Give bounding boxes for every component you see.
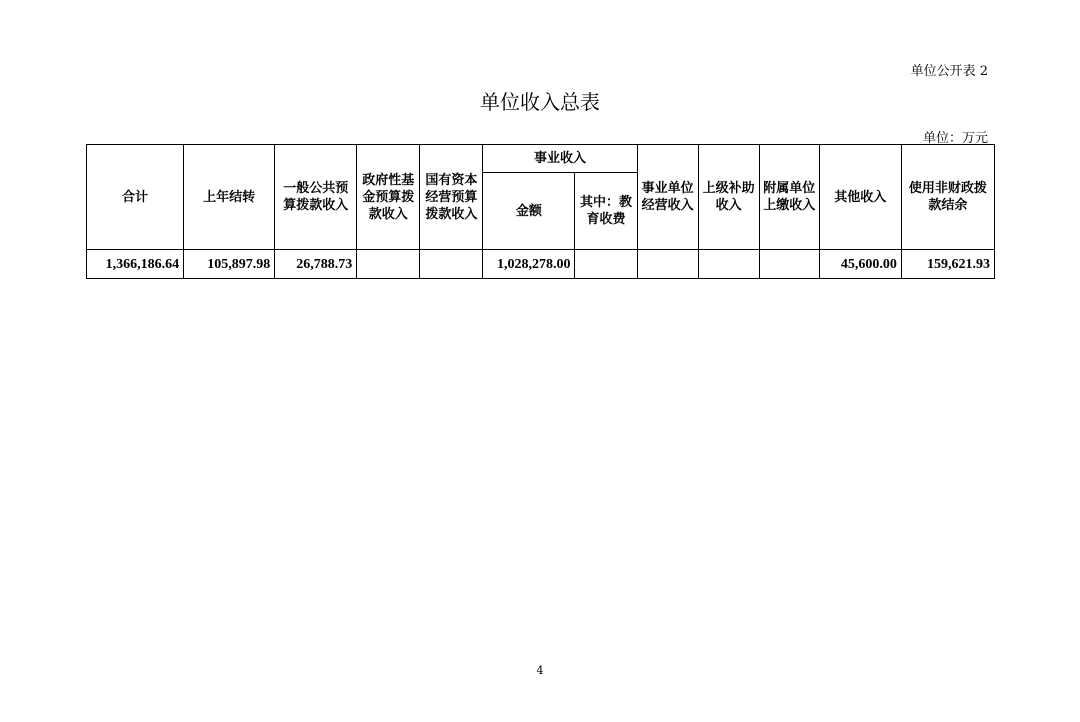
unit-label: 单位：万元	[922, 131, 988, 146]
cell-superior-subsidy-income	[698, 250, 759, 279]
page-title: 单位收入总表	[480, 90, 600, 114]
cell-non-fiscal-balance: 159,621.93	[901, 250, 994, 279]
form-number: 单位公开表 2	[910, 64, 988, 79]
income-summary-table	[86, 144, 995, 279]
header-business-operating-income: 事业单位经营收入	[637, 145, 698, 250]
header-general-public-budget: 一般公共预算拨款收入	[275, 145, 357, 250]
cell-state-capital-budget	[420, 250, 483, 279]
header-business-income-group: 事业收入	[483, 145, 637, 173]
header-superior-subsidy-income: 上级补助收入	[698, 145, 759, 250]
header-prior-year-carryover: 上年结转	[184, 145, 275, 250]
header-business-income-amount: 金额	[483, 173, 575, 250]
header-business-income-education-fees: 其中：教育收费	[575, 173, 637, 250]
header-other-income: 其他收入	[819, 145, 901, 250]
header-non-fiscal-balance: 使用非财政拨款结余	[901, 145, 994, 250]
cell-business-income-education-fees	[575, 250, 637, 279]
cell-other-income: 45,600.00	[819, 250, 901, 279]
cell-general-public-budget: 26,788.73	[275, 250, 357, 279]
cell-government-fund-budget	[357, 250, 420, 279]
cell-business-income-amount: 1,028,278.00	[483, 250, 575, 279]
cell-total: 1,366,186.64	[87, 250, 184, 279]
page-number: 4	[536, 664, 544, 677]
header-state-capital-budget: 国有资本经营预算拨款收入	[420, 145, 483, 250]
cell-business-operating-income	[637, 250, 698, 279]
header-row	[87, 145, 995, 173]
header-total: 合计	[87, 145, 184, 250]
cell-affiliated-unit-income	[759, 250, 819, 279]
table-row	[87, 250, 995, 279]
header-affiliated-unit-income: 附属单位上缴收入	[759, 145, 819, 250]
cell-prior-year-carryover: 105,897.98	[184, 250, 275, 279]
header-government-fund-budget: 政府性基金预算拨款收入	[357, 145, 420, 250]
